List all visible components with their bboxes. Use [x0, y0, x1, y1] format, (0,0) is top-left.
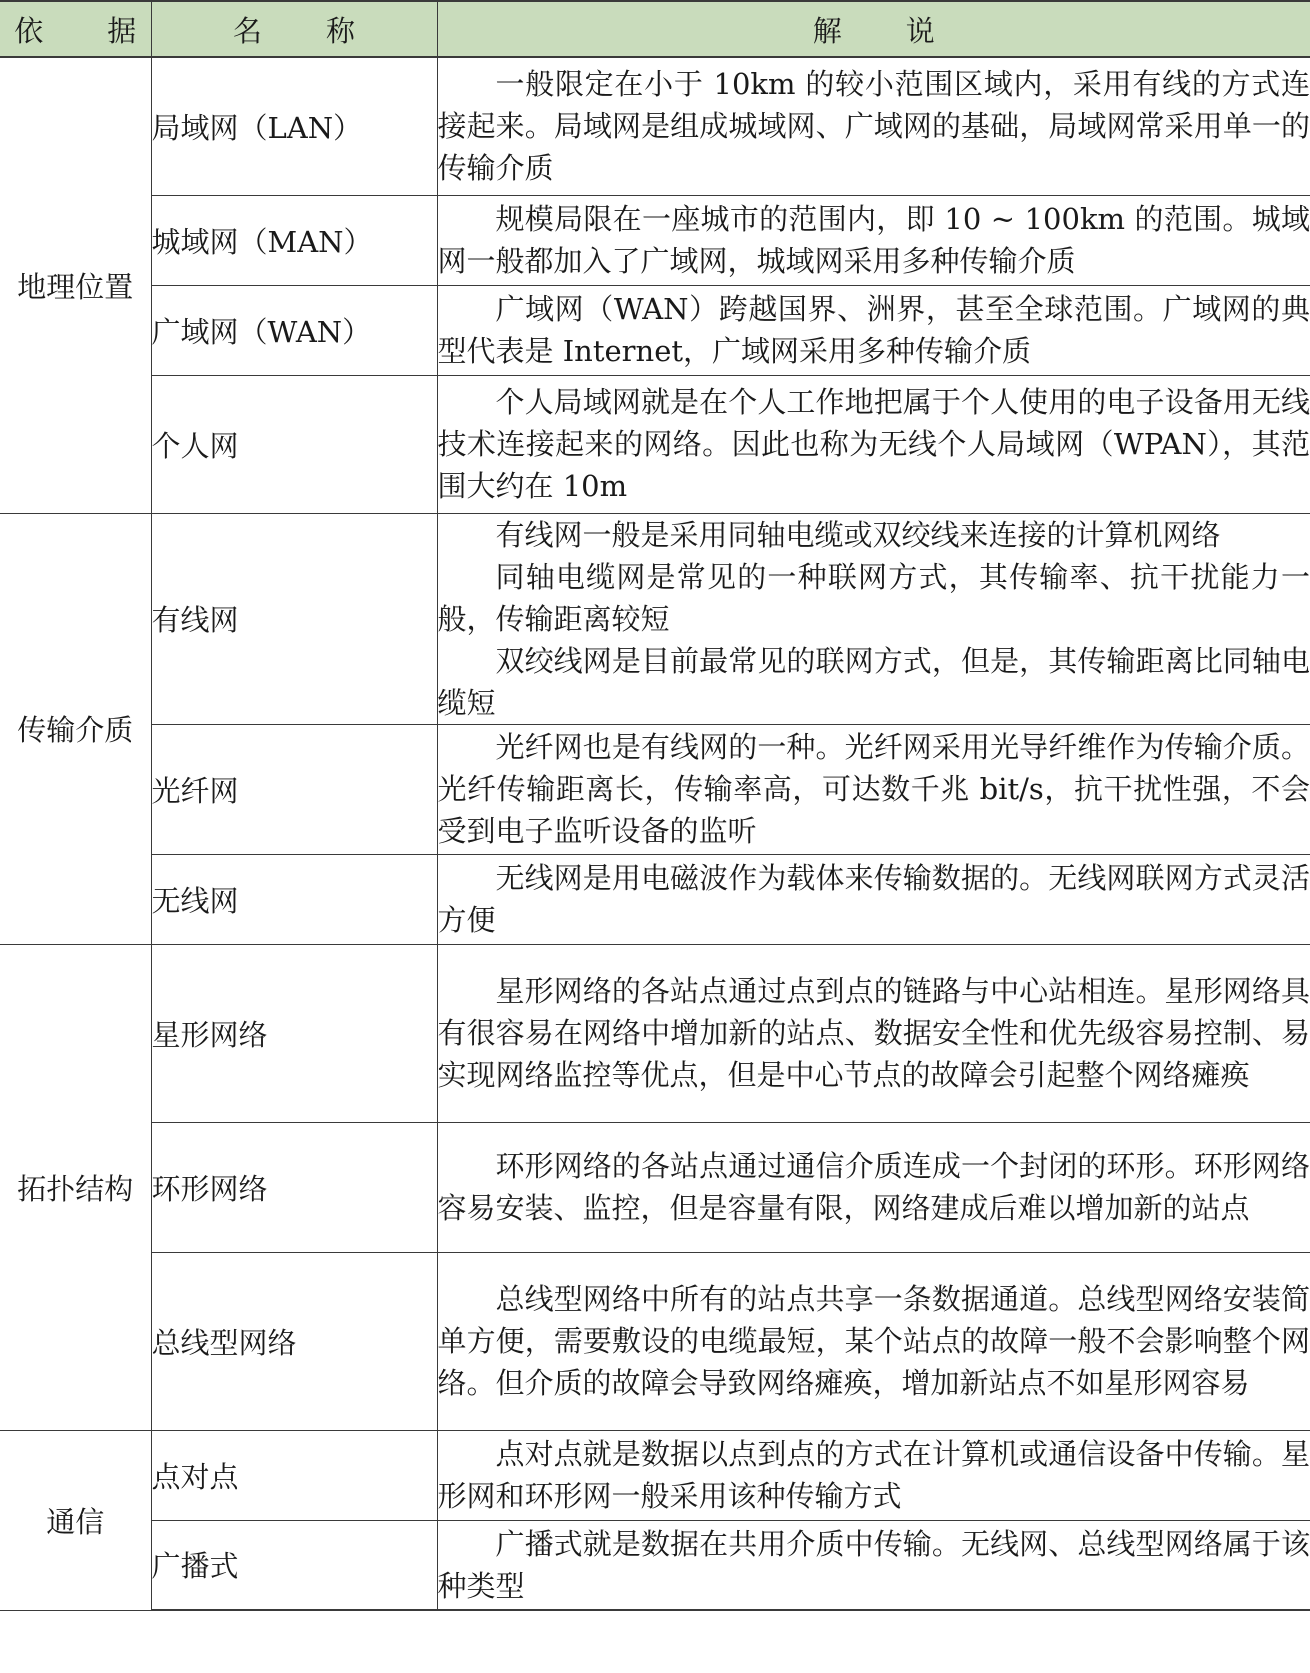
network-name-cell: 有线网	[151, 513, 437, 724]
network-name-cell: 无线网	[151, 854, 437, 944]
network-name-cell: 广播式	[151, 1520, 437, 1610]
table-row	[0, 513, 1310, 724]
header-explanation: 解 说	[437, 1, 1310, 57]
description-paragraph: 有线网一般是采用同轴电缆或双绞线来连接的计算机网络	[495, 517, 1221, 552]
category-cell: 通信	[0, 1430, 151, 1610]
table-row	[0, 854, 1310, 944]
description-paragraph: 一般限定在小于 10km 的较小范围区域内，采用有线的方式连接起来。局域网是组成城域网、广域网的基础，局域网常采用单一的传输介质	[437, 67, 1310, 186]
description-paragraph: 双绞线网是目前最常见的联网方式，但是，其传输距离比同轴电缆短	[437, 643, 1310, 720]
description-paragraph: 同轴电缆网是常见的一种联网方式，其传输率、抗干扰能力一般，传输距离较短	[437, 559, 1310, 636]
network-name-cell: 个人网	[151, 375, 437, 513]
table-row	[0, 944, 1310, 1122]
description-cell	[437, 1252, 1310, 1430]
network-name-cell: 城域网（MAN）	[151, 195, 437, 285]
table-row	[0, 1252, 1310, 1430]
table-row	[0, 1122, 1310, 1252]
description-cell	[437, 1122, 1310, 1252]
description-paragraph: 光纤网也是有线网的一种。光纤网采用光导纤维作为传输介质。光纤传输距离长，传输率高，可达数千兆 bit/s，抗干扰性强，不会受到电子监听设备的监听	[437, 730, 1310, 848]
description-cell	[437, 513, 1310, 724]
header-name: 名 称	[151, 1, 437, 57]
description-cell	[437, 1520, 1310, 1610]
description-paragraph: 点对点就是数据以点到点的方式在计算机或通信设备中传输。星形网和环形网一般采用该种传输方式	[437, 1437, 1310, 1513]
category-cell: 传输介质	[0, 513, 151, 944]
description-cell	[437, 944, 1310, 1122]
description-cell	[437, 1430, 1310, 1520]
table-row	[0, 1430, 1310, 1520]
network-name-cell: 点对点	[151, 1430, 437, 1520]
network-name-cell: 局域网（LAN）	[151, 57, 437, 195]
header-basis: 依 据	[0, 1, 151, 57]
description-cell	[437, 57, 1310, 195]
category-cell: 拓扑结构	[0, 944, 151, 1430]
description-cell	[437, 854, 1310, 944]
network-name-cell: 环形网络	[151, 1122, 437, 1252]
description-cell	[437, 724, 1310, 854]
network-name-cell: 光纤网	[151, 724, 437, 854]
description-paragraph: 环形网络的各站点通过通信介质连成一个封闭的环形。环形网络容易安装、监控，但是容量有限，网络建成后难以增加新的站点	[437, 1149, 1310, 1225]
description-paragraph: 广播式就是数据在共用介质中传输。无线网、总线型网络属于该种类型	[437, 1526, 1310, 1603]
table-header-row	[0, 1, 1310, 57]
table-row	[0, 724, 1310, 854]
description-paragraph: 个人局域网就是在个人工作地把属于个人使用的电子设备用无线技术连接起来的网络。因此也称为无线个人局域网（WPAN），其范围大约在 10m	[437, 385, 1310, 503]
network-name-cell: 广域网（WAN）	[151, 285, 437, 375]
description-paragraph: 星形网络的各站点通过点到点的链路与中心站相连。星形网络具有很容易在网络中增加新的站点、数据安全性和优先级容易控制、易实现网络监控等优点，但是中心节点的故障会引起整个网络瘫痪	[437, 974, 1310, 1092]
description-cell	[437, 375, 1310, 513]
table-row	[0, 195, 1310, 285]
description-cell	[437, 285, 1310, 375]
description-paragraph: 广域网（WAN）跨越国界、洲界，甚至全球范围。广域网的典型代表是 Internet，广域网采用多种传输介质	[437, 292, 1310, 368]
description-paragraph: 规模局限在一座城市的范围内，即 10 ~ 100km 的范围。城域网一般都加入了广域网，城域网采用多种传输介质	[437, 202, 1310, 278]
category-cell: 地理位置	[0, 57, 151, 513]
table-row	[0, 57, 1310, 195]
table-row	[0, 285, 1310, 375]
description-cell	[437, 195, 1310, 285]
description-paragraph: 总线型网络中所有的站点共享一条数据通道。总线型网络安装简单方便，需要敷设的电缆最短，某个站点的故障一般不会影响整个网络。但介质的故障会导致网络瘫痪，增加新站点不如星形网容易	[437, 1282, 1310, 1400]
network-name-cell: 星形网络	[151, 944, 437, 1122]
network-name-cell: 总线型网络	[151, 1252, 437, 1430]
description-paragraph: 无线网是用电磁波作为载体来传输数据的。无线网联网方式灵活方便	[437, 861, 1310, 937]
table-row	[0, 1520, 1310, 1610]
table-row	[0, 375, 1310, 513]
